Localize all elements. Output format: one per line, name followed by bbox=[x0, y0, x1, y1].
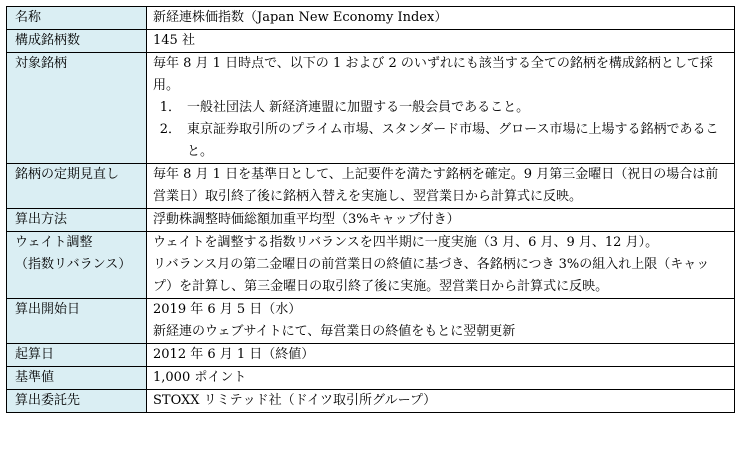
table-row bbox=[7, 30, 735, 53]
row-label-eligible-stocks: 対象銘柄 bbox=[7, 53, 147, 164]
row-value-calculation-agent: STOXX リミテッド社（ドイツ取引所グループ） bbox=[147, 390, 735, 413]
table-row bbox=[7, 209, 735, 232]
row-value-base-date: 2012 年 6 月 1 日（終値） bbox=[147, 344, 735, 367]
row-label-calculation-method: 算出方法 bbox=[7, 209, 147, 232]
row-value-eligible-stocks bbox=[147, 53, 735, 164]
start-date: 2019 年 6 月 5 日（水） bbox=[153, 302, 302, 317]
row-label-calculation-agent: 算出委託先 bbox=[7, 390, 147, 413]
table-row bbox=[7, 7, 735, 30]
table-row bbox=[7, 367, 735, 390]
row-label-constituent-count: 構成銘柄数 bbox=[7, 30, 147, 53]
row-value-periodic-review: 毎年 8 月 1 日を基準日として、上記要件を満たす銘柄を確定。9 月第三金曜日（祝日の場合は前営業日）取引終了後に銘柄入替えを実施し、翌営業日から計算式に反映。 bbox=[147, 164, 735, 209]
table-row bbox=[7, 53, 735, 164]
eligibility-item bbox=[153, 119, 728, 163]
table-row bbox=[7, 344, 735, 367]
table-row bbox=[7, 164, 735, 209]
eligibility-intro: 毎年 8 月 1 日時点で、以下の 1 および 2 のいずれにも該当する全ての銘柄を構成銘柄として採用。 bbox=[153, 56, 713, 93]
row-value-name: 新経連株価指数（Japan New Economy Index） bbox=[147, 7, 735, 30]
eligibility-item-text: 東京証券取引所のプライム市場、スタンダード市場、グロース市場に上場する銘柄であること。 bbox=[187, 122, 719, 159]
row-label-base-value: 基準値 bbox=[7, 367, 147, 390]
index-spec-table bbox=[6, 6, 735, 413]
row-value-base-value: 1,000 ポイント bbox=[147, 367, 735, 390]
update-note: 新経連のウェブサイトにて、毎営業日の終値をもとに翌朝更新 bbox=[153, 324, 516, 339]
row-value-calculation-method: 浮動株調整時価総額加重平均型（3%キャップ付き） bbox=[147, 209, 735, 232]
row-value-weight-adjustment bbox=[147, 232, 735, 299]
row-label-weight-adjustment bbox=[7, 232, 147, 299]
row-value-start-date bbox=[147, 299, 735, 344]
row-label-start-date: 算出開始日 bbox=[7, 299, 147, 344]
table-row bbox=[7, 232, 735, 299]
row-value-constituent-count: 145 社 bbox=[147, 30, 735, 53]
eligibility-item-number: 1． bbox=[159, 100, 181, 115]
eligibility-item-number: 2． bbox=[159, 122, 181, 137]
row-label-base-date: 起算日 bbox=[7, 344, 147, 367]
weight-adjustment-label: ウェイト調整 bbox=[15, 235, 93, 250]
weight-adjustment-sublabel: （指数リバランス） bbox=[15, 257, 132, 272]
rebalance-frequency: ウェイトを調整する指数リバランスを四半期に一度実施（3 月、6 月、9 月、12 月）。 bbox=[153, 235, 659, 250]
eligibility-item bbox=[153, 97, 728, 119]
rebalance-details: リバランス月の第二金曜日の前営業日の終値に基づき、各銘柄につき 3%の組入れ上限（キャップ）を計算し、第三金曜日の取引終了後に実施。翌営業日から計算式に反映。 bbox=[153, 257, 710, 294]
row-label-name: 名称 bbox=[7, 7, 147, 30]
row-label-periodic-review: 銘柄の定期見直し bbox=[7, 164, 147, 209]
table-row bbox=[7, 390, 735, 413]
table-row bbox=[7, 299, 735, 344]
eligibility-item-text: 一般社団法人 新経済連盟に加盟する一般会員であること。 bbox=[187, 100, 530, 115]
